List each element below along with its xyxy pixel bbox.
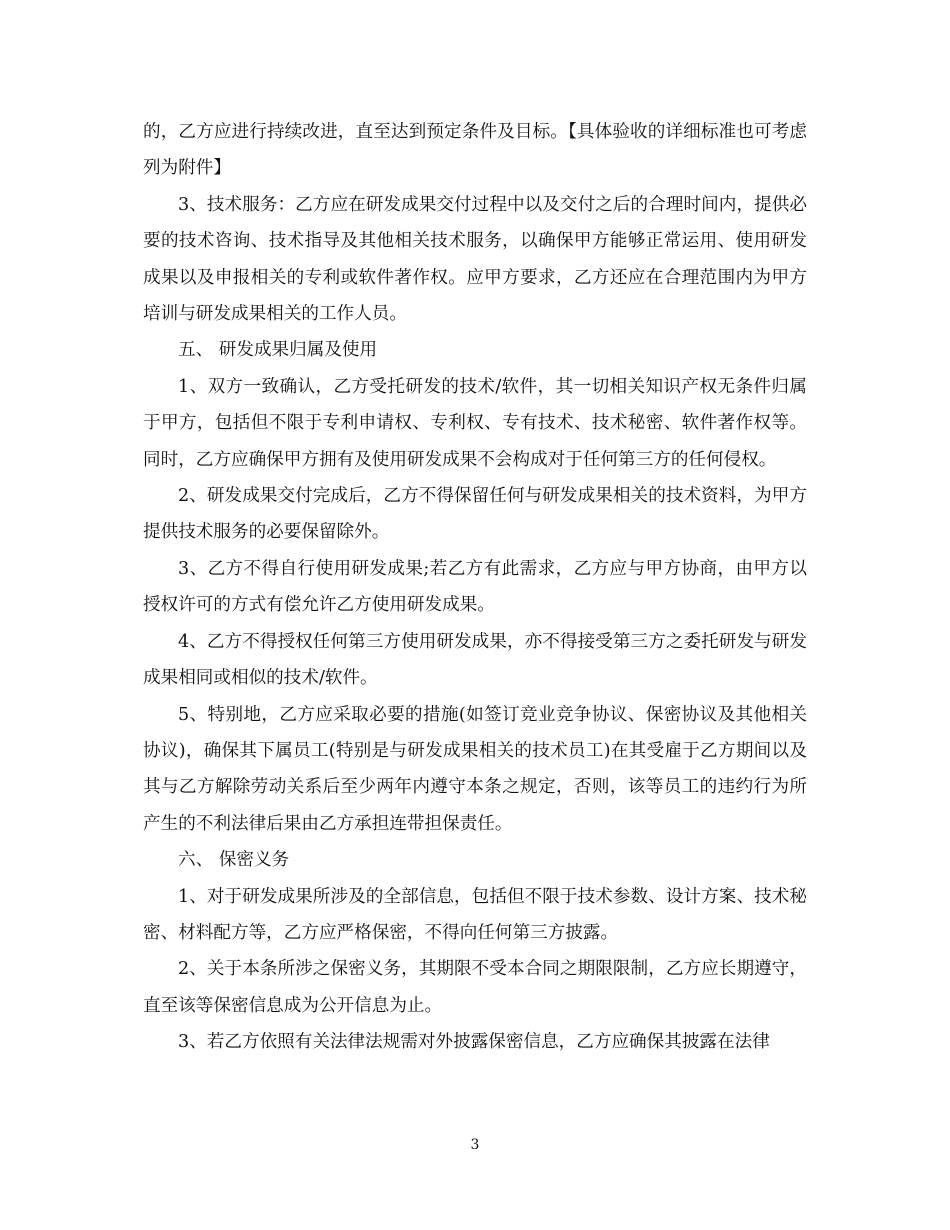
section-heading-ownership: 五、 研发成果归属及使用 [178, 340, 378, 361]
paragraph-ownership-4: 4、乙方不得授权任何第三方使用研发成果，亦不得接受第三方之委托研发与研发成果相同或相似的技术/软件。 [143, 631, 807, 689]
section-heading-confidentiality: 六、 保密义务 [178, 850, 290, 871]
paragraph-ownership-3: 3、乙方不得自行使用研发成果;若乙方有此需求，乙方应与甲方协商，由甲方以授权许可的方式有偿允许乙方使用研发成果。 [143, 558, 807, 616]
paragraph-confidentiality-1: 1、对于研发成果所涉及的全部信息，包括但不限于技术参数、设计方案、技术秘密、材料配方等，乙方应严格保密，不得向任何第三方披露。 [143, 886, 807, 943]
paragraph-ownership-2: 2、研发成果交付完成后，乙方不得保留任何与研发成果相关的技术资料，为甲方提供技术服务的必要保留除外。 [143, 486, 807, 543]
page-number: 3 [470, 1137, 480, 1153]
paragraph-confidentiality-3: 3、若乙方依照有关法律法规需对外披露保密信息，乙方应确保其披露在法律 [178, 1032, 770, 1053]
document-body [143, 114, 807, 1061]
paragraph-ownership-1: 1、双方一致确认，乙方受托研发的技术/软件，其一切相关知识产权无条件归属于甲方，包括但不限于专利申请权、专利权、专有技术、技术秘密、软件著作权等。同时，乙方应确保甲方拥有及使用研发成果不会构成对于任何第三方的任何侵权。 [143, 376, 807, 470]
paragraph-ownership-5: 5、特别地，乙方应采取必要的措施(如签订竞业竞争协议、保密协议及其他相关协议)，确保其下属员工(特别是与研发成果相关的技术员工)在其受雇于乙方期间以及其与乙方解除劳动关系后至少两年内遵守本条之规定，否则，该等员工的违约行为所产生的不利法律后果由乙方承担连带担保责任。 [143, 704, 807, 834]
paragraph-technical-service: 3、技术服务：乙方应在研发成果交付过程中以及交付之后的合理时间内，提供必要的技术咨询、技术指导及其他相关技术服务，以确保甲方能够正常运用、使用研发成果以及申报相关的专利或软件著作权。应甲方要求，乙方还应在合理范围内为甲方培训与研发成果相关的工作人员。 [143, 194, 807, 325]
paragraph-continuation: 的，乙方应进行持续改进，直至达到预定条件及目标。【具体验收的详细标准也可考虑列为附件】 [143, 122, 807, 179]
paragraph-confidentiality-2: 2、关于本条所涉之保密义务，其期限不受本合同之期限限制，乙方应长期遵守，直至该等保密信息成为公开信息为止。 [143, 959, 807, 1016]
